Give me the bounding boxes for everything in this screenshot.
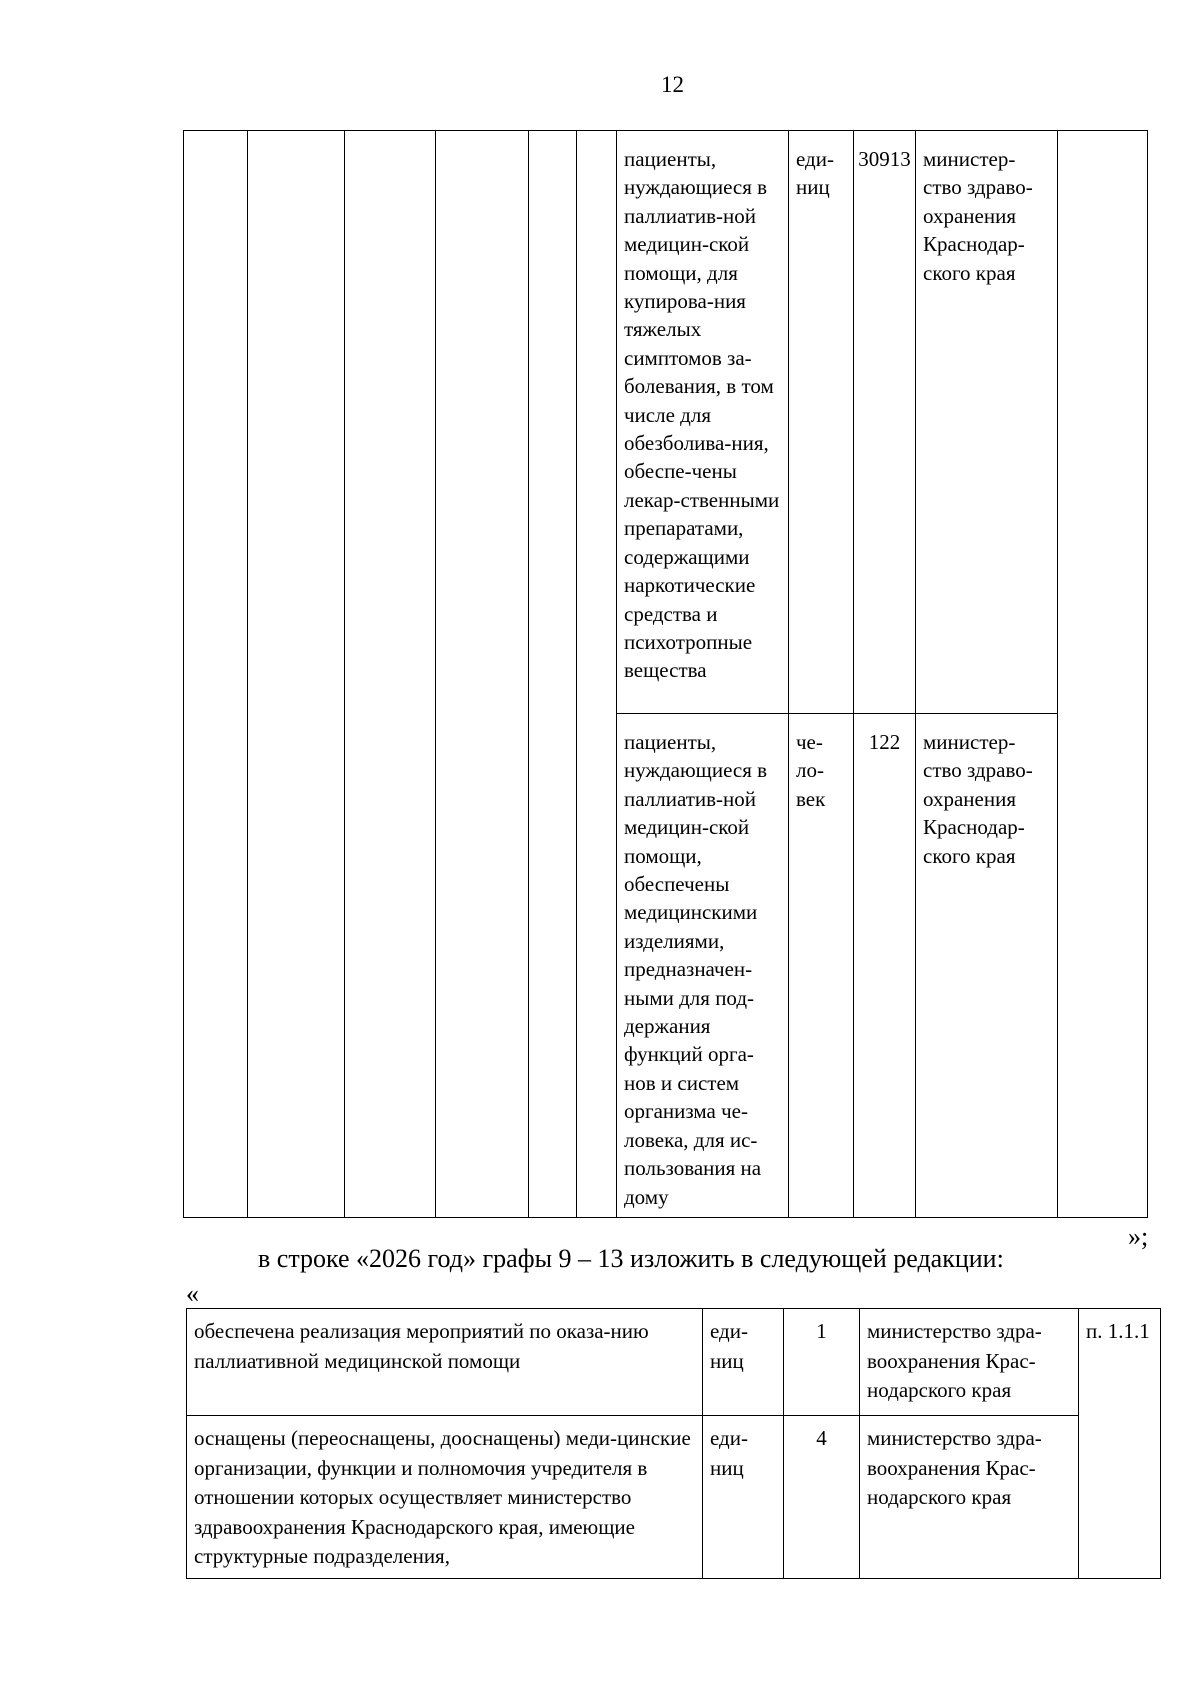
value-cell: 122: [854, 714, 916, 1218]
unit-cell: че-ло-век: [789, 714, 854, 1218]
page-number: 12: [661, 72, 684, 97]
unit-cell: еди-ниц: [703, 1416, 784, 1579]
responsible-cell: министер-ство здраво-охранения Краснодар-ского края: [916, 131, 1058, 714]
indicator-cell: пациенты, нуждающиеся в паллиатив-ной медицин-ской помощи, для купирова-ния тяжелых симптомов за-болевания, в том числе для обезболива-ния, обеспе-чены лекар-ственными препаратами, содержащими наркотические средства и психотропные вещества: [617, 131, 789, 714]
empty-cell: [577, 131, 617, 1218]
empty-cell: [345, 131, 436, 1218]
indicator-cell: оснащены (переоснащены, дооснащены) меди-цинские организации, функции и полномочия учредителя в отношении которых осуществляет министерство здравоохранения Краснодарского края, имеющие структурные подразделения,: [187, 1416, 703, 1579]
responsible-cell: министерство здра-воохранения Крас-нодарского края: [860, 1309, 1079, 1416]
responsible-cell: министер-ство здраво-охранения Краснодар-ского края: [916, 714, 1058, 1218]
opening-quote: «: [186, 1279, 199, 1308]
table-row: [184, 131, 1148, 714]
reference-cell: п. 1.1.1: [1079, 1309, 1161, 1579]
empty-cell: [248, 131, 345, 1218]
value-cell: 30913: [854, 131, 916, 714]
empty-cell: [1058, 131, 1148, 1218]
unit-cell: еди-ниц: [789, 131, 854, 714]
indicators-table-continuation: [183, 130, 1148, 1218]
empty-cell: [529, 131, 577, 1218]
empty-cell: [436, 131, 529, 1218]
closing-quote: »;: [1128, 1222, 1149, 1251]
indicator-cell: обеспечена реализация мероприятий по оказа-нию паллиативной медицинской помощи: [187, 1309, 703, 1416]
table-row: [187, 1309, 1161, 1416]
value-cell: 1: [784, 1309, 860, 1416]
amended-rows-table: [186, 1308, 1161, 1579]
unit-cell: еди-ниц: [703, 1309, 784, 1416]
value-cell: 4: [784, 1416, 860, 1579]
amendment-instruction: в строке «2026 год» графы 9 – 13 изложить в следующей редакции:: [258, 1244, 1004, 1273]
table-row: [187, 1416, 1161, 1579]
indicator-cell: пациенты, нуждающиеся в паллиатив-ной медицин-ской помощи, обеспечены медицинскими изделиями, предназначен-ными для под-держания функций орга-нов и систем организма че-ловека, для ис-пользования на дому: [617, 714, 789, 1218]
empty-cell: [184, 131, 248, 1218]
responsible-cell: министерство здра-воохранения Крас-нодарского края: [860, 1416, 1079, 1579]
